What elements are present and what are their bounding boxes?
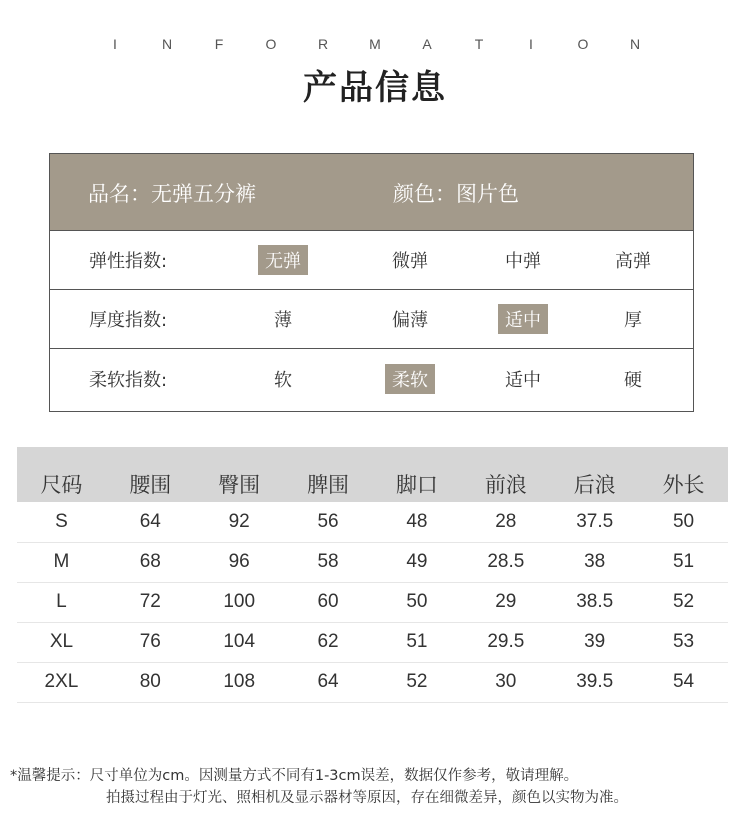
- info-letter: N: [161, 36, 173, 52]
- info-letter: M: [369, 36, 381, 52]
- table-cell: 29.5: [461, 622, 550, 662]
- info-letter: R: [317, 36, 329, 52]
- column-header: 尺码: [17, 447, 106, 502]
- table-cell: 96: [195, 542, 284, 582]
- table-cell: 60: [284, 582, 373, 622]
- table-cell: 39: [550, 622, 639, 662]
- table-cell: 56: [284, 502, 373, 542]
- table-cell: 72: [106, 582, 195, 622]
- table-cell: S: [17, 502, 106, 542]
- attr-option: 高弹: [615, 251, 651, 272]
- table-cell: 38.5: [550, 582, 639, 622]
- column-header: 臀围: [195, 447, 284, 502]
- info-letter: T: [474, 36, 484, 52]
- column-header: 后浪: [550, 447, 639, 502]
- table-cell: 51: [373, 622, 462, 662]
- table-cell: 50: [373, 582, 462, 622]
- table-cell: 2XL: [17, 662, 106, 702]
- table-cell: 37.5: [550, 502, 639, 542]
- table-cell: 50: [639, 502, 728, 542]
- attr-option: 中弹: [505, 251, 541, 272]
- info-letter: I: [113, 36, 117, 52]
- disclaimer-line: *温馨提示：尺寸单位为cm。因测量方式不同有1-3cm误差，数据仅作参考，敬请理解。: [10, 768, 579, 784]
- product-summary-bar: [50, 154, 693, 231]
- table-cell: 104: [195, 622, 284, 662]
- product-color: 颜色：图片色: [393, 182, 519, 206]
- column-header: 前浪: [461, 447, 550, 502]
- product-attributes-panel: [49, 153, 694, 412]
- table-cell: 76: [106, 622, 195, 662]
- table-cell: 29: [461, 582, 550, 622]
- table-cell: 62: [284, 622, 373, 662]
- table-cell: 92: [195, 502, 284, 542]
- table-cell: 48: [373, 502, 462, 542]
- table-row: [17, 542, 728, 582]
- attr-option: 软: [274, 369, 292, 391]
- table-cell: 100: [195, 582, 284, 622]
- column-header: 脾围: [284, 447, 373, 502]
- info-letter: F: [214, 36, 224, 52]
- attr-row-thickness: [50, 290, 693, 349]
- attr-label: 弹性指数:: [89, 251, 168, 272]
- size-table: [17, 447, 728, 703]
- column-header: 腰围: [106, 447, 195, 502]
- table-cell: 39.5: [550, 662, 639, 702]
- info-letter: O: [265, 36, 277, 52]
- attr-label: 柔软指数:: [89, 369, 168, 391]
- table-cell: 80: [106, 662, 195, 702]
- table-row: [17, 582, 728, 622]
- table-cell: 30: [461, 662, 550, 702]
- attr-option: 薄: [274, 310, 292, 331]
- table-cell: 52: [373, 662, 462, 702]
- product-name: 品名：无弹五分裤: [88, 182, 256, 206]
- info-letter: O: [577, 36, 589, 52]
- attr-option: 偏薄: [392, 310, 428, 331]
- table-cell: 28.5: [461, 542, 550, 582]
- table-cell: 28: [461, 502, 550, 542]
- attr-option: 适中: [505, 369, 541, 391]
- attr-option: 硬: [624, 369, 642, 391]
- attr-option: 适中: [498, 304, 548, 334]
- table-cell: 52: [639, 582, 728, 622]
- table-cell: 64: [284, 662, 373, 702]
- attr-option: 厚: [624, 310, 642, 331]
- info-letter: I: [529, 36, 533, 52]
- table-row: [17, 662, 728, 702]
- table-cell: 108: [195, 662, 284, 702]
- info-english-heading: [0, 36, 750, 52]
- attr-option: 微弹: [392, 251, 428, 272]
- table-cell: 54: [639, 662, 728, 702]
- disclaimer-line: 拍摄过程由于灯光、照相机及显示器材等原因，存在细微差异，颜色以实物为准。: [106, 790, 628, 806]
- table-cell: 58: [284, 542, 373, 582]
- column-header: 外长: [639, 447, 728, 502]
- table-cell: L: [17, 582, 106, 622]
- table-row: [17, 622, 728, 662]
- table-cell: 64: [106, 502, 195, 542]
- page-title: 产品信息: [303, 68, 447, 108]
- table-cell: 49: [373, 542, 462, 582]
- size-disclaimer: [10, 765, 745, 809]
- attr-option: 柔软: [385, 364, 435, 394]
- attr-option: 无弹: [258, 245, 308, 275]
- table-cell: 51: [639, 542, 728, 582]
- attr-label: 厚度指数:: [89, 310, 168, 331]
- size-table-header-row: [17, 447, 728, 502]
- column-header: 脚口: [373, 447, 462, 502]
- info-letter: N: [629, 36, 641, 52]
- table-cell: XL: [17, 622, 106, 662]
- table-cell: M: [17, 542, 106, 582]
- table-row: [17, 502, 728, 542]
- attr-row-softness: [50, 349, 693, 408]
- table-cell: 38: [550, 542, 639, 582]
- info-letter: A: [422, 36, 432, 52]
- table-cell: 68: [106, 542, 195, 582]
- attr-row-elasticity: [50, 231, 693, 290]
- table-cell: 53: [639, 622, 728, 662]
